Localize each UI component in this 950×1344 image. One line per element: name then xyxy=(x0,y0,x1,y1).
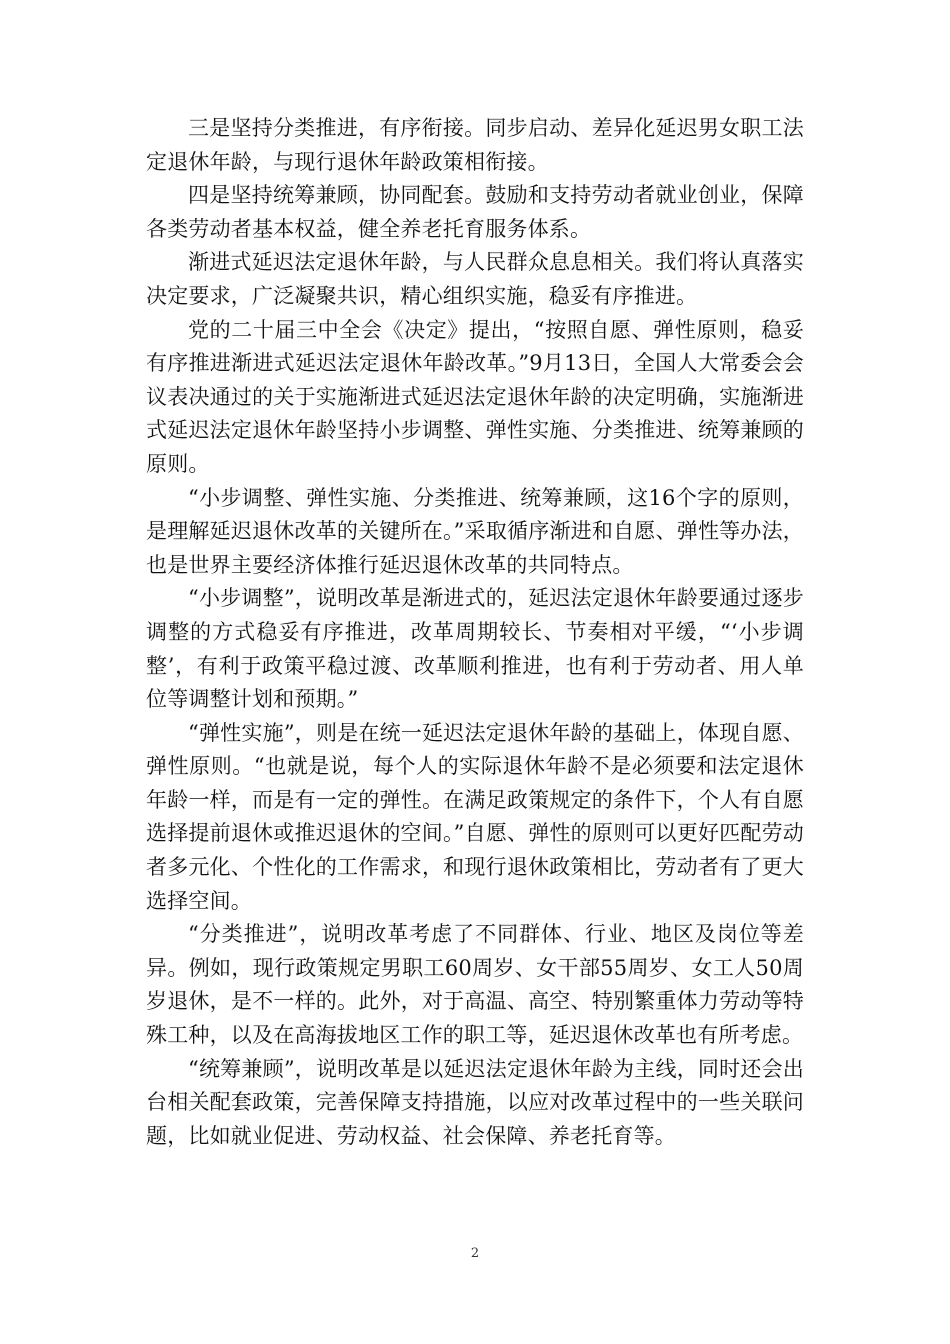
document-body xyxy=(146,112,804,1153)
page-number: 2 xyxy=(470,1246,480,1261)
paragraph-3: 渐进式延迟法定退休年龄，与人民群众息息相关。我们将认真落实决定要求，广泛凝聚共识，精心组织实施，稳妥有序推进。 xyxy=(146,250,804,308)
paragraph-4: 党的二十届三中全会《决定》提出，“按照自愿、弹性原则，稳妥有序推进渐进式延迟法定退休年龄改革。”9月13日，全国人大常委会会议表决通过的关于实施渐进式延迟法定退休年龄的决定明确，实施渐进式延迟法定退休年龄坚持小步调整、弹性实施、分类推进、统筹兼顾的原则。 xyxy=(146,317,804,476)
paragraph-8: “分类推进”，说明改革考虑了不同群体、行业、地区及岗位等差异。例如，现行政策规定男职工60周岁、女干部55周岁、女工人50周岁退休，是不一样的。此外，对于高温、高空、特别繁重体力劳动等特殊工种，以及在高海拔地区工作的职工等，延迟退休改革也有所考虑。 xyxy=(146,922,804,1048)
paragraph-6: “小步调整”，说明改革是渐进式的，延迟法定退休年龄要通过逐步调整的方式稳妥有序推进，改革周期较长、节奏相对平缓，“‘小步调整’，有利于政策平稳过渡、改革顺利推进，也有利于劳动者、用人单位等调整计划和预期。” xyxy=(146,586,804,712)
paragraph-7: “弹性实施”，则是在统一延迟法定退休年龄的基础上，体现自愿、弹性原则。“也就是说，每个人的实际退休年龄不是必须要和法定退休年龄一样，而是有一定的弹性。在满足政策规定的条件下，个人有自愿选择提前退休或推迟退休的空间。”自愿、弹性的原则可以更好匹配劳动者多元化、个性化的工作需求，和现行退休政策相比，劳动者有了更大选择空间。 xyxy=(146,720,804,913)
paragraph-1: 三是坚持分类推进，有序衔接。同步启动、差异化延迟男女职工法定退休年龄，与现行退休年龄政策相衔接。 xyxy=(146,116,804,174)
paragraph-9: “统筹兼顾”，说明改革是以延迟法定退休年龄为主线，同时还会出台相关配套政策，完善保障支持措施，以应对改革过程中的一些关联问题，比如就业促进、劳动权益、社会保障、养老托育等。 xyxy=(146,1056,804,1148)
paragraph-2: 四是坚持统筹兼顾，协同配套。鼓励和支持劳动者就业创业，保障各类劳动者基本权益，健全养老托育服务体系。 xyxy=(146,183,804,241)
paragraph-5: “小步调整、弹性实施、分类推进、统筹兼顾，这16个字的原则，是理解延迟退休改革的关键所在。”采取循序渐进和自愿、弹性等办法，也是世界主要经济体推行延迟退休改革的共同特点。 xyxy=(146,485,804,577)
